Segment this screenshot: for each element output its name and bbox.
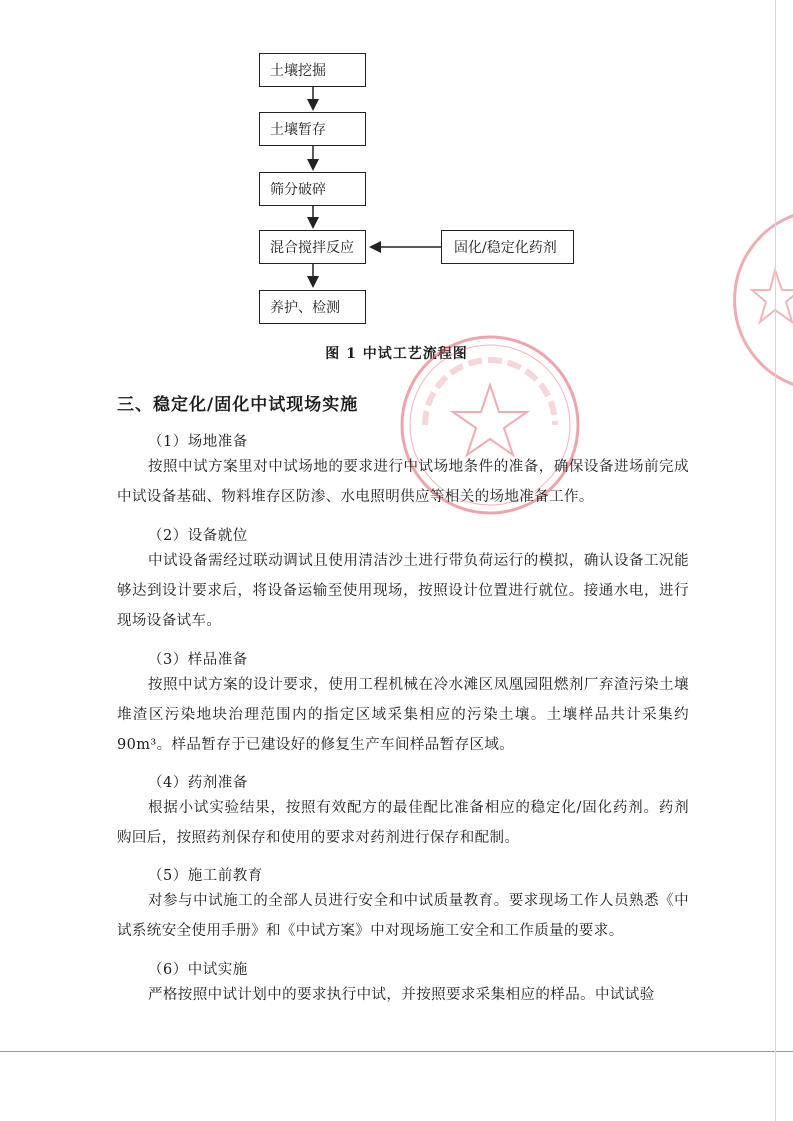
flow-step-5: 养护、检测 xyxy=(259,290,366,324)
item-text-3: 按照中试方案的设计要求，使用工程机械在冷水滩区凤凰园阻燃剂厂弃渣污染土壤堆渣区污染地块治理范围内的指定区域采集相应的污染土壤。土壤样品共计采集约 90m³。样品暂存于已建设好的修复生产车间样品暂存区域。 xyxy=(117,677,689,753)
item-text-1: 按照中试方案里对中试场地的要求进行中试场地条件的准备，确保设备进场前完成中试设备基础、物料堆存区防渗、水电照明供应等相关的场地准备工作。 xyxy=(117,459,689,505)
item-heading-1: （1）场地准备 xyxy=(148,434,248,450)
section-title: 三、稳定化/固化中试现场实施 xyxy=(117,395,359,415)
item-text-5: 对参与中试施工的全部人员进行安全和中试质量教育。要求现场工作人员熟悉《中试系统安全使用手册》和《中试方案》中对现场施工安全和工作质量的要求。 xyxy=(117,893,689,939)
flow-step-1: 土壤挖掘 xyxy=(259,53,366,87)
flow-step-4: 混合搅拌反应 xyxy=(259,230,366,264)
flow-side-input: 固化/稳定化药剂 xyxy=(441,230,574,264)
item-heading-2: （2）设备就位 xyxy=(148,528,248,544)
item-heading-5: （5）施工前教育 xyxy=(148,868,263,884)
item-heading-4: （4）药剂准备 xyxy=(148,775,248,791)
figure-caption: 图 1 中试工艺流程图 xyxy=(325,346,468,362)
footer-divider xyxy=(0,1051,793,1052)
flowchart-arrows xyxy=(0,0,793,340)
item-heading-3: （3）样品准备 xyxy=(148,652,248,668)
page-edge xyxy=(775,0,776,1121)
item-text-4: 根据小试实验结果，按照有效配方的最佳配比准备相应的稳定化/固化药剂。药剂购回后，按照药剂保存和使用的要求对药剂进行保存和配制。 xyxy=(117,800,689,846)
item-text-2: 中试设备需经过联动调试且使用清洁沙土进行带负荷运行的模拟，确认设备工况能够达到设计要求后，将设备运输至使用现场，按照设计位置进行就位。接通水电，进行现场设备试车。 xyxy=(117,553,689,629)
item-text-6: 严格按照中试计划中的要求执行中试，并按照要求采集相应的样品。中试试验 xyxy=(148,987,655,1003)
partial-seal xyxy=(720,210,793,390)
item-heading-6: （6）中试实施 xyxy=(148,962,248,978)
flow-step-3: 筛分破碎 xyxy=(259,172,366,206)
flow-step-2: 土壤暂存 xyxy=(259,112,366,146)
